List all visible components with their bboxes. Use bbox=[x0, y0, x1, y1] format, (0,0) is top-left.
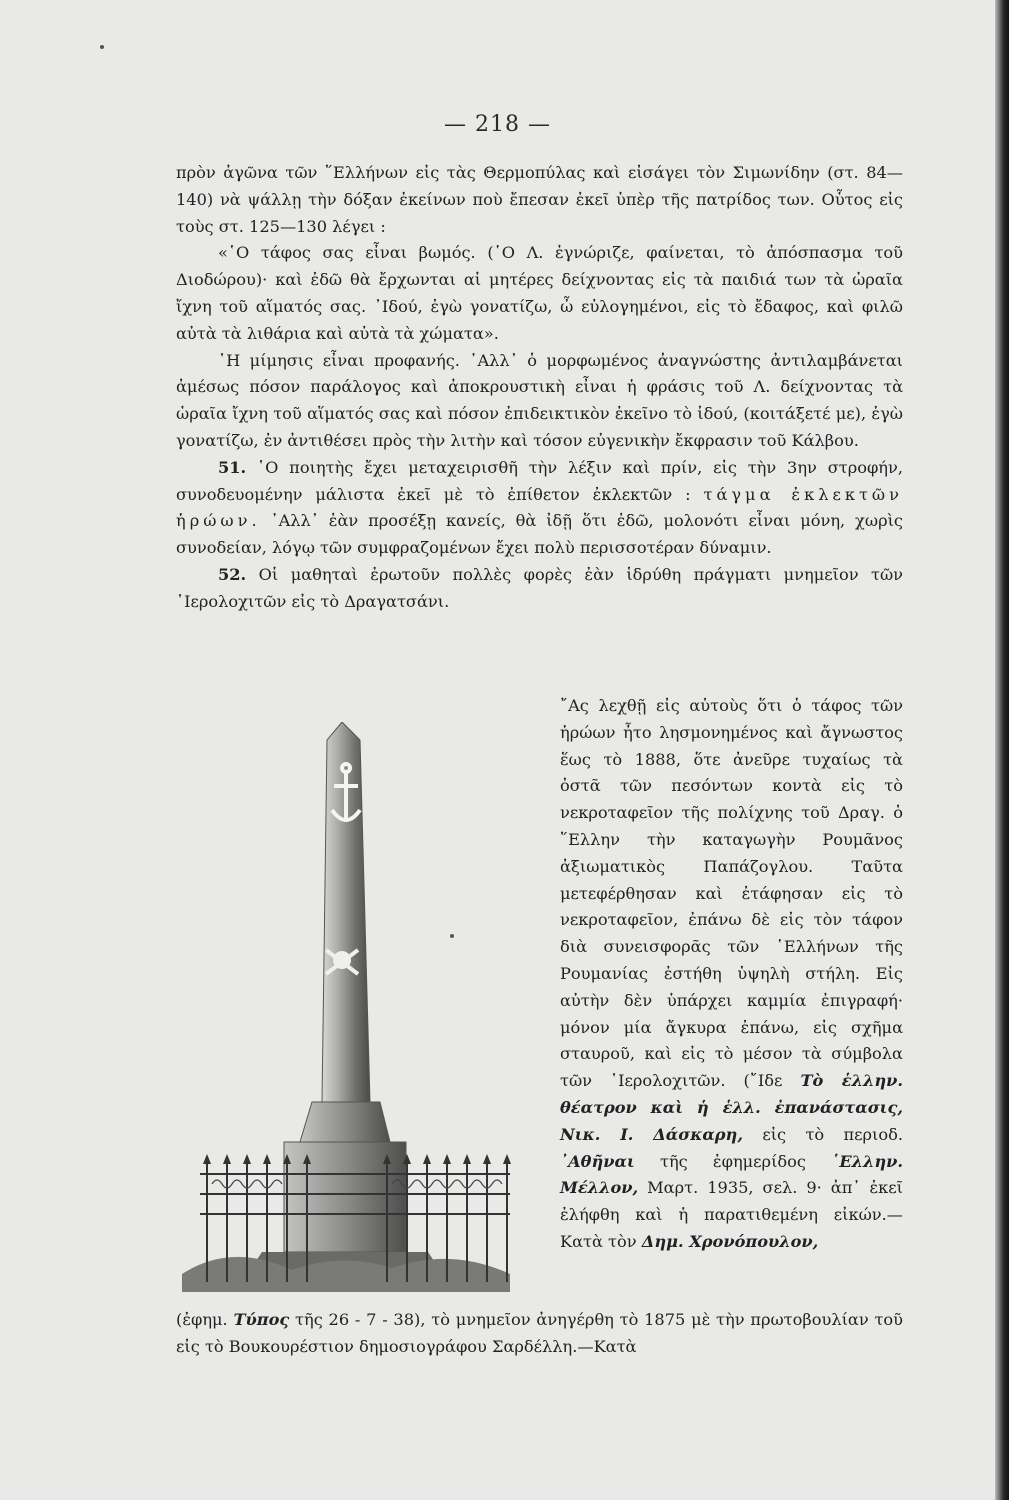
col-text-6: τῆς ἐφημερίδος bbox=[659, 1151, 806, 1171]
paragraph-1: πρὸν ἀγῶνα τῶν ῞Ελλήνων εἰς τὰς Θερμοπύλας καὶ εἰσάγει τὸν Σιμωνίδην (στ. 84—140) νὰ ψάλλῃ τὴν δόξαν ἐκείνων ποὺ ἔπεσαν ἐκεῖ ὑπὲρ τῆς πατρίδος των. Οὗτος εἰς τοὺς στ. 125—130 λέγει : bbox=[176, 163, 903, 236]
citation-newspaper-typos: Τύπος bbox=[233, 1310, 290, 1329]
note-51-text-b: ᾿Αλλ᾿ ἐὰν προσέξῃ κανείς, θὰ ἰδῇ ὅτι ἐδῶ, μολονότι εἶναι μόνη, χωρὶς συνοδείαν, λόγῳ τῶν συμφραζομένων ἔχει πολὺ περισσοτέραν δύναμιν. bbox=[176, 511, 903, 558]
note-52-text: Οἱ μαθηταὶ ἐρωτοῦν πολλὲς φορὲς ἐὰν ἱδρύθη πράγματι μνημεῖον τῶν ῾Ιερολοχιτῶν εἰς τὸ Δραγατσάνι. bbox=[176, 564, 903, 611]
citation-author-chronopoulos: Δημ. Χρονόπουλον, bbox=[641, 1231, 819, 1251]
note-51-spaced-phrase: τάγμα ἐκλεκτῶν ἡρώων. bbox=[176, 484, 903, 531]
col-text-4: εἰς τὸ περιοδ. bbox=[762, 1124, 903, 1144]
note-number-52: 52. bbox=[218, 564, 247, 584]
paragraph-imitation: ῾Η μίμησις εἶναι προφανής. ᾿Αλλ᾿ ὁ μορφωμένος ἀναγνώστης ἀντιλαμβάνεται ἀμέσως πόσον παράλογος καὶ ἀποκρουστικὴ εἶναι ἡ φράσις τοῦ Λ. δείχνοντας τὰ ὡραῖα ἴχνη τοῦ αἵματός σας καὶ πόσον ἐπιδεικτικὸν ἐκεῖνο τὸ ἰδού, (κοιτάξετέ με), ἐγὼ γονατίζω, ἐν ἀντιθέσει πρὸς τὴν λιτὴν καὶ τόσον εὐγενικὴν ἔκφρασιν τοῦ Κάλβου. bbox=[176, 350, 903, 450]
note-number-51: 51. bbox=[218, 457, 247, 477]
monument-illustration bbox=[172, 722, 522, 1292]
paragraph-51 bbox=[176, 455, 903, 562]
citation-newspaper-mellon: ῾Ελλην. Μέλλον, bbox=[560, 1151, 903, 1198]
right-column-text bbox=[560, 693, 903, 1256]
citation-title-theatre: Τὸ ἑλλην. θέατρον καὶ ἡ ἑλλ. ἐπανάστασις, bbox=[560, 1071, 903, 1117]
book-spine-edge bbox=[995, 0, 1009, 1500]
citation-periodical-athinai: ᾿Αθῆναι bbox=[560, 1151, 635, 1171]
bottom-text-3: τῆς 26 - 7 - 38), τὸ μνημεῖον ἀνηγέρθη τὸ 1875 μὲ τὴν πρωτοβουλίαν τοῦ εἰς τὸ Βουκουρέστιον δημοσιογράφου Σαρδέλλη.—Κατὰ bbox=[176, 1310, 904, 1356]
bottom-text-1: (ἐφημ. bbox=[176, 1310, 228, 1329]
citation-author-daskari: Νικ. Ι. Δάσκαρη, bbox=[560, 1124, 743, 1144]
obelisk-engraving bbox=[172, 722, 522, 1292]
bottom-text bbox=[176, 1307, 903, 1361]
col-text-8: Μαρτ. 1935, σελ. 9· ἀπ᾿ ἐκεῖ ἐλήφθη καὶ ἡ παρατιθεμένη εἰκών.—Κατὰ τὸν bbox=[560, 1178, 903, 1251]
print-speck bbox=[100, 45, 104, 49]
paragraph-quote: «῾Ο τάφος σας εἶναι βωμός. (῾Ο Λ. ἐγνώριζε, φαίνεται, τὸ ἀπόσπασμα τοῦ Διοδώρου)· καὶ ἐδῶ θὰ ἔρχωνται αἱ μητέρες δείχνοντας εἰς τὰ παιδιά των τὰ ὡραῖα ἴχνη τοῦ αἵματός σας. ᾿Ιδού, ἐγὼ γονατίζω, ὦ εὐλογημένοι, εἰς τὸ ἔδαφος, καὶ φιλῶ αὐτὰ τὰ λιθάρια καὶ αὐτὰ τὰ χώματα». bbox=[176, 243, 903, 343]
paragraph-52 bbox=[176, 562, 903, 616]
note-51-text-a: ῾Ο ποιητὴς ἔχει μεταχειρισθῆ τὴν λέξιν καὶ πρίν, εἰς τὴν 3ην στροφήν, συνοδευομένην μάλιστα ἐκεῖ μὲ τὸ ἐπίθετον ἐκλεκτῶν : bbox=[176, 457, 903, 504]
page-number: — 218 — bbox=[444, 112, 551, 137]
col-text-1: ῎Ας λεχθῇ εἰς αὐτοὺς ὅτι ὁ τάφος τῶν ἡρώων ἦτο λησμονημένος καὶ ἄγνωστος ἕως τὸ 1888, ὅτε ἀνεῦρε τυχαίως τὰ ὀστᾶ τῶν πεσόντων κοντὰ εἰς τὸ νεκροταφεῖον τῆς πολίχνης τοῦ Δραγ. ὁ ῞Ελλην τὴν καταγωγὴν Ρουμᾶνος ἀξιωματικὸς Παπάζογλου. Ταῦτα μετεφέρθησαν καὶ ἐτάφησαν εἰς τὸ νεκροταφεῖον, ἐπάνω δὲ εἰς τὸν τάφον διὰ συνεισφορᾶς τῶν ῾Ελλήνων τῆς Ρουμανίας ἐστήθη ὑψηλὴ στήλη. Εἰς αὐτὴν δὲν ὑπάρχει καμμία ἐπιγραφή· μόνον μία ἄγκυρα ἐπάνω, εἰς σχῆμα σταυροῦ, καὶ εἰς τὸ μέσον τὰ σύμβολα τῶν ῾Ιερολοχιτῶν. (῎Ιδε bbox=[560, 696, 903, 1091]
main-text bbox=[176, 160, 903, 616]
